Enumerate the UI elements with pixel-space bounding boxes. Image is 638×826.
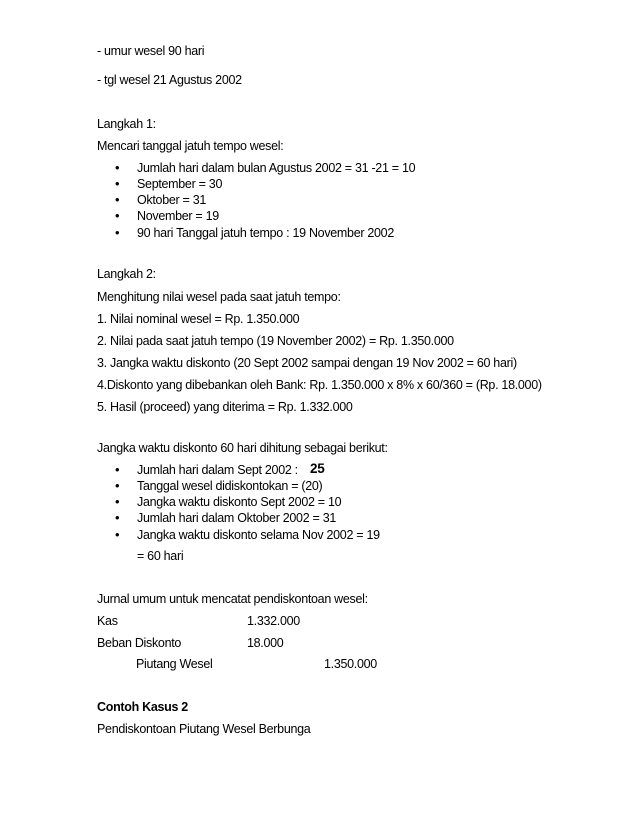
step1-bullet-3: Oktober = 31 [137,193,207,207]
step1-bullet-4: November = 19 [137,209,219,223]
case2-title: Contoh Kasus 2 [97,700,188,714]
bullet-icon: • [115,225,120,240]
bullet-icon: • [115,494,120,509]
step1-bullet-5: 90 hari Tanggal jatuh tempo : 19 November 2002 [137,226,394,240]
bullet-icon: • [115,510,120,525]
step2-item-1: 1. Nilai nominal wesel = Rp. 1.350.000 [97,312,300,326]
intro-line-2: - tgl wesel 21 Agustus 2002 [97,73,242,87]
bullet-icon: • [115,478,120,493]
step2-item-3: 3. Jangka waktu diskonto (20 Sept 2002 sampai dengan 19 Nov 2002 = 60 hari) [97,356,517,370]
journal-credit-piutang: 1.350.000 [324,657,377,671]
journal-account-piutang: Piutang Wesel [136,657,213,671]
period-bullet-5: Jangka waktu diskonto selama Nov 2002 = 19 [137,528,380,542]
case2-subtitle: Pendiskontoan Piutang Wesel Berbunga [97,722,311,736]
step1-subheading: Mencari tanggal jatuh tempo wesel: [97,139,284,153]
bullet-icon: • [115,176,120,191]
journal-heading: Jurnal umum untuk mencatat pendiskontoan wesel: [97,592,368,606]
step2-item-5: 5. Hasil (proceed) yang diterima = Rp. 1.332.000 [97,400,353,414]
step1-heading: Langkah 1: [97,117,156,131]
journal-account-beban: Beban Diskonto [97,636,182,650]
step2-heading: Langkah 2: [97,267,156,281]
intro-line-1: - umur wesel 90 hari [97,44,205,58]
journal-debit-kas: 1.332.000 [247,614,300,628]
bullet-icon: • [115,527,120,542]
bullet-icon: • [115,208,120,223]
step2-subheading: Menghitung nilai wesel pada saat jatuh tempo: [97,290,341,304]
journal-debit-beban: 18.000 [247,636,284,650]
step1-bullet-1: Jumlah hari dalam bulan Agustus 2002 = 31 -21 = 10 [137,161,416,175]
period-bullet-2: Tanggal wesel didiskontokan = (20) [137,479,323,493]
period-bullet-1: Jumlah hari dalam Sept 2002 : [137,463,298,477]
step2-item-2: 2. Nilai pada saat jatuh tempo (19 November 2002) = Rp. 1.350.000 [97,334,454,348]
bullet-icon: • [115,192,120,207]
step2-item-4: 4.Diskonto yang dibebankan oleh Bank: Rp. 1.350.000 x 8% x 60/360 = (Rp. 18.000) [97,378,542,392]
period-bullet-4: Jumlah hari dalam Oktober 2002 = 31 [137,511,336,525]
period-first-value: 25 [310,461,325,476]
period-heading: Jangka waktu diskonto 60 hari dihitung sebagai berikut: [97,441,388,455]
period-bullet-3: Jangka waktu diskonto Sept 2002 = 10 [137,495,342,509]
bullet-icon: • [115,160,120,175]
period-total: = 60 hari [137,549,184,563]
step1-bullet-2: September = 30 [137,177,223,191]
bullet-icon: • [115,462,120,477]
journal-account-kas: Kas [97,614,118,628]
